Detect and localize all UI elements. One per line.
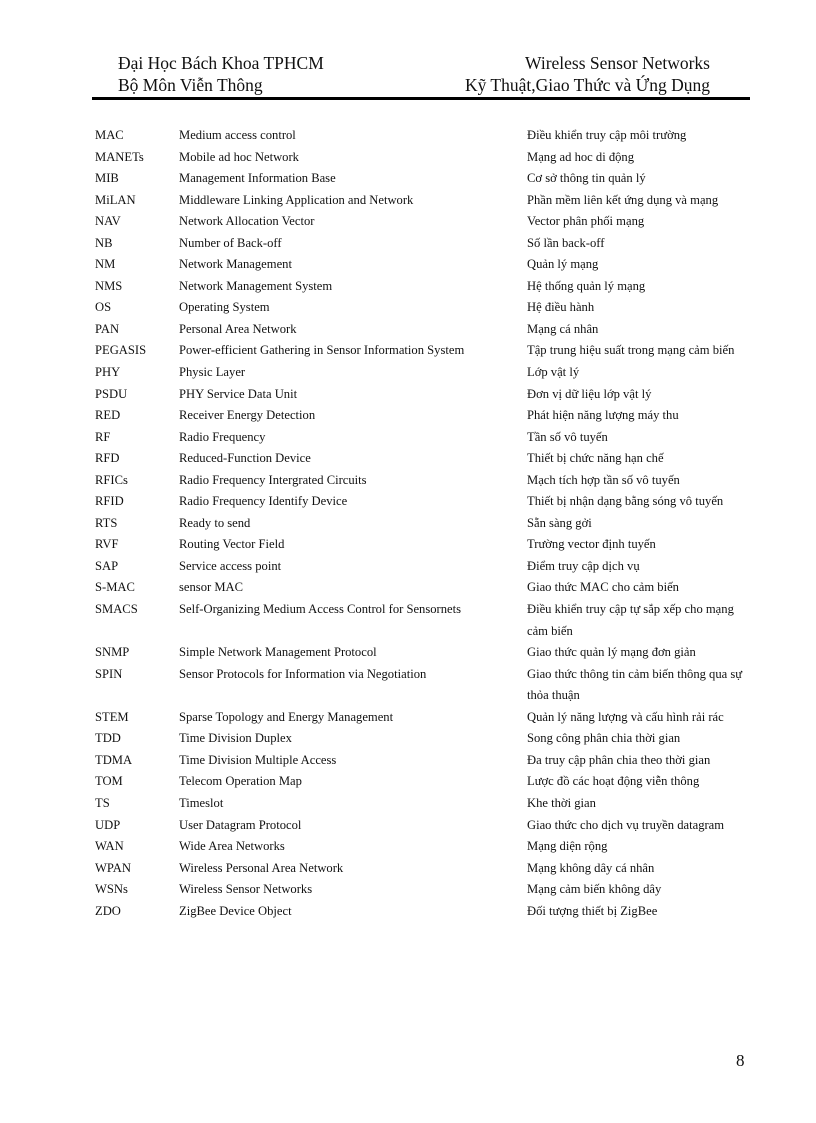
english-term: Telecom Operation Map — [179, 774, 302, 789]
glossary-row — [95, 599, 755, 642]
vietnamese-term: Giao thức MAC cho cảm biến — [527, 580, 679, 595]
vietnamese-term: Song công phân chia thời gian — [527, 731, 681, 746]
vietnamese-term: Cơ sở thông tin quản lý — [527, 171, 646, 186]
glossary-row — [95, 405, 755, 427]
vietnamese-term: Lớp vật lý — [527, 365, 580, 380]
abbreviation: PEGASIS — [95, 343, 147, 358]
glossary-row — [95, 879, 755, 901]
english-term: PHY Service Data Unit — [179, 386, 298, 401]
abbreviation: RFD — [95, 451, 120, 466]
vietnamese-term: Đa truy cập phân chia theo thời gian — [527, 752, 711, 767]
abbreviation: MANETs — [95, 149, 144, 164]
english-term: sensor MAC — [179, 580, 244, 595]
english-term: Service access point — [179, 558, 282, 573]
abbreviation: TOM — [95, 774, 123, 789]
glossary-row — [95, 319, 755, 341]
vietnamese-term: Số lần back-off — [527, 235, 605, 250]
vietnamese-term: Mạng cảm biến không dây — [527, 882, 662, 897]
english-term: Time Division Duplex — [179, 731, 292, 746]
abbreviation: MiLAN — [95, 192, 136, 207]
english-term: Medium access control — [179, 128, 296, 142]
glossary-row — [95, 858, 755, 880]
glossary-row — [95, 664, 755, 707]
abbreviation: SMACS — [95, 602, 138, 617]
vietnamese-term: Phát hiện năng lượng máy thu — [527, 408, 679, 423]
glossary-row — [95, 901, 755, 923]
glossary-row — [95, 211, 755, 233]
abbreviation: S-MAC — [95, 580, 135, 595]
english-term: Radio Frequency Identify Device — [179, 494, 348, 509]
abbreviation: RFID — [95, 494, 124, 509]
english-term: Simple Network Management Protocol — [179, 645, 377, 660]
abbreviation: MAC — [95, 128, 124, 142]
abbreviation: STEM — [95, 709, 129, 724]
vietnamese-term: Mạng diện rộng — [527, 839, 608, 854]
glossary-row — [95, 340, 755, 362]
abbreviation: WSNs — [95, 882, 128, 897]
abbreviation: NM — [95, 257, 116, 272]
english-term: Wireless Personal Area Network — [179, 860, 344, 875]
english-term: Personal Area Network — [179, 321, 297, 336]
header-left — [118, 52, 324, 96]
vietnamese-term: Thiết bị nhận dạng bằng sóng vô tuyến — [527, 494, 724, 509]
abbreviation: TDMA — [95, 752, 133, 767]
vietnamese-term: Vector phân phối mạng — [527, 214, 645, 229]
vietnamese-term: Điểm truy cập dịch vụ — [527, 558, 640, 573]
vietnamese-term: Giao thức cho dịch vụ truyền datagram — [527, 817, 725, 832]
glossary-row — [95, 190, 755, 212]
english-term: Operating System — [179, 300, 270, 315]
glossary-row — [95, 815, 755, 837]
glossary-row — [95, 276, 755, 298]
glossary-row — [95, 384, 755, 406]
abbreviation: RVF — [95, 537, 119, 552]
glossary-row — [95, 427, 755, 449]
glossary-row — [95, 491, 755, 513]
abbreviation-glossary — [95, 125, 755, 922]
english-term: Number of Back-off — [179, 235, 282, 250]
vietnamese-term: Mạch tích hợp tần số vô tuyến — [527, 472, 680, 487]
page-header — [92, 52, 750, 98]
page-number: 8 — [736, 1051, 745, 1070]
abbreviation: TS — [95, 795, 110, 810]
glossary-row — [95, 297, 755, 319]
glossary-row — [95, 836, 755, 858]
english-term: Radio Frequency Intergrated Circuits — [179, 472, 367, 487]
glossary-row — [95, 168, 755, 190]
english-term: User Datagram Protocol — [179, 817, 302, 832]
glossary-row — [95, 556, 755, 578]
english-term: Mobile ad hoc Network — [179, 149, 299, 164]
english-term: Sparse Topology and Energy Management — [179, 709, 394, 724]
vietnamese-term: Giao thức thông tin cảm biến thông qua sự thỏa thuận — [527, 666, 743, 703]
english-term: Power-efficient Gathering in Sensor Information System — [179, 343, 465, 358]
glossary-row — [95, 707, 755, 729]
header-right — [465, 52, 710, 96]
glossary-row — [95, 534, 755, 556]
abbreviation: ZDO — [95, 903, 121, 918]
abbreviation: WAN — [95, 839, 124, 854]
english-term: Physic Layer — [179, 365, 246, 380]
abbreviation: TDD — [95, 731, 121, 746]
glossary-row — [95, 793, 755, 815]
english-term: Network Allocation Vector — [179, 214, 315, 229]
vietnamese-term: Mạng ad hoc di động — [527, 149, 635, 164]
vietnamese-term: Lược đồ các hoạt động viễn thông — [527, 774, 700, 789]
vietnamese-term: Quản lý năng lượng và cấu hình rải rác — [527, 709, 724, 724]
vietnamese-term: Tần số vô tuyến — [527, 429, 608, 444]
glossary-row — [95, 470, 755, 492]
vietnamese-term: Khe thời gian — [527, 795, 596, 810]
english-term: Middleware Linking Application and Network — [179, 192, 414, 207]
english-term: Ready to send — [179, 515, 251, 530]
vietnamese-term: Quản lý mạng — [527, 257, 599, 272]
english-term: Routing Vector Field — [179, 537, 285, 552]
english-term: Radio Frequency — [179, 429, 266, 444]
glossary-row — [95, 750, 755, 772]
abbreviation: SAP — [95, 558, 119, 573]
abbreviation: PHY — [95, 365, 121, 380]
abbreviation: PAN — [95, 321, 120, 336]
glossary-row — [95, 728, 755, 750]
english-term: Wireless Sensor Networks — [179, 882, 313, 897]
vietnamese-term: Hệ điều hành — [527, 300, 595, 315]
glossary-row — [95, 448, 755, 470]
vietnamese-term: Tập trung hiệu suất trong mạng cảm biến — [527, 343, 735, 358]
english-term: Receiver Energy Detection — [179, 408, 316, 423]
abbreviation: OS — [95, 300, 112, 315]
glossary-row — [95, 233, 755, 255]
abbreviation: SNMP — [95, 645, 130, 660]
glossary-row — [95, 125, 755, 147]
english-term: Wide Area Networks — [179, 839, 285, 854]
vietnamese-term: Trường vector định tuyến — [527, 537, 656, 552]
document-title: Wireless Sensor Networks — [525, 53, 710, 73]
glossary-row — [95, 362, 755, 384]
abbreviation: UDP — [95, 817, 121, 832]
vietnamese-term: Đơn vị dữ liệu lớp vật lý — [527, 386, 652, 401]
english-term: Self-Organizing Medium Access Control for Sensornets — [179, 602, 462, 617]
abbreviation: RF — [95, 429, 111, 444]
vietnamese-term: Đối tượng thiết bị ZigBee — [527, 903, 658, 918]
glossary-row — [95, 254, 755, 276]
english-term: Network Management System — [179, 278, 333, 293]
english-term: Time Division Multiple Access — [179, 752, 337, 767]
abbreviation: RED — [95, 408, 121, 423]
vietnamese-term: Sẵn sàng gởi — [527, 515, 592, 530]
vietnamese-term: Hệ thống quản lý mạng — [527, 278, 646, 293]
abbreviation: RTS — [95, 515, 118, 530]
abbreviation: MIB — [95, 171, 119, 186]
english-term: Reduced-Function Device — [179, 451, 311, 466]
vietnamese-term: Mạng không dây cá nhân — [527, 860, 655, 875]
english-term: Network Management — [179, 257, 292, 272]
glossary-row — [95, 771, 755, 793]
english-term: Timeslot — [179, 795, 224, 810]
header-divider — [92, 97, 750, 100]
abbreviation: WPAN — [95, 860, 131, 875]
vietnamese-term: Phần mềm liên kết ứng dụng và mạng — [527, 192, 719, 207]
abbreviation: NB — [95, 235, 113, 250]
vietnamese-term: Điều khiển truy cập tự sắp xếp cho mạng cảm biến — [527, 602, 734, 638]
department-name: Bộ Môn Viễn Thông — [118, 75, 263, 95]
glossary-row — [95, 513, 755, 535]
english-term: ZigBee Device Object — [179, 903, 292, 918]
english-term: Management Information Base — [179, 171, 336, 186]
university-name: Đại Học Bách Khoa TPHCM — [118, 53, 324, 73]
english-term: Sensor Protocols for Information via Negotiation — [179, 666, 427, 681]
abbreviation: PSDU — [95, 386, 128, 401]
abbreviation: SPIN — [95, 666, 123, 681]
document-subtitle: Kỹ Thuật,Giao Thức và Ứng Dụng — [464, 75, 710, 95]
glossary-row — [95, 577, 755, 599]
vietnamese-term: Điều khiển truy cập môi trường — [527, 128, 687, 142]
vietnamese-term: Thiết bị chức năng hạn chế — [527, 451, 664, 466]
abbreviation: NMS — [95, 278, 123, 293]
abbreviation: RFICs — [95, 472, 128, 487]
glossary-row — [95, 642, 755, 664]
vietnamese-term: Giao thức quản lý mạng đơn giản — [527, 645, 696, 660]
abbreviation: NAV — [95, 214, 121, 229]
glossary-row — [95, 147, 755, 169]
vietnamese-term: Mạng cá nhân — [527, 321, 599, 336]
